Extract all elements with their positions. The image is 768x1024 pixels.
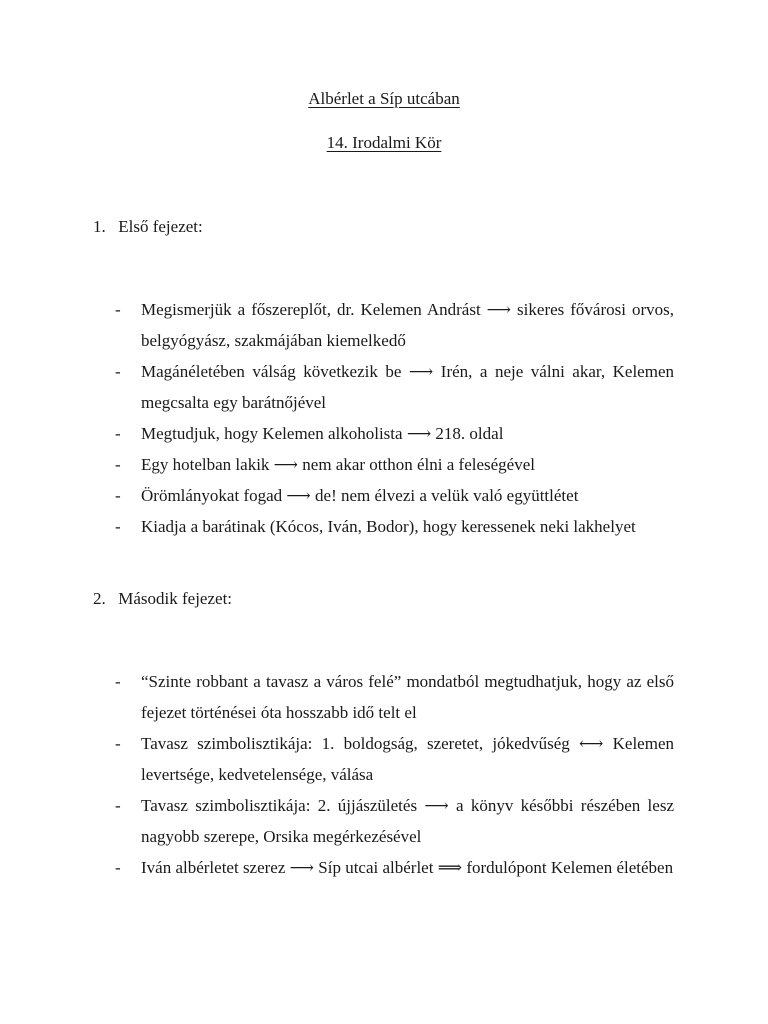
list-item: [0, 666, 768, 728]
list-item: [0, 418, 768, 449]
list-item-text: Magánéletében válság következik be ⟶ Irén, a neje válni akar, Kelemen megcsalta egy barátnőjével: [141, 362, 674, 412]
bullet-dash: -: [115, 424, 121, 443]
list-item-text: Kiadja a barátinak (Kócos, Iván, Bodor), hogy keressenek neki lakhelyet: [141, 517, 636, 536]
chapter-1-bullet-list: [0, 294, 768, 542]
chapter-heading-2: [93, 589, 232, 609]
chapter-number: 2.: [93, 589, 106, 608]
list-item-text: “Szinte robbant a tavasz a város felé” mondatból megtudhatjuk, hogy az első fejezet történései óta hosszabb idő telt el: [141, 672, 674, 722]
chapter-number: 1.: [93, 217, 106, 236]
list-item: [0, 790, 768, 852]
bullet-dash: -: [115, 734, 121, 753]
document-title: Albérlet a Síp utcában: [308, 89, 460, 108]
list-item: [0, 480, 768, 511]
chapter-title: Második fejezet:: [118, 589, 233, 608]
bullet-dash: -: [115, 672, 121, 691]
bullet-dash: -: [115, 300, 121, 319]
bullet-dash: -: [115, 517, 121, 536]
list-item: [0, 356, 768, 418]
chapter-title: Első fejezet:: [118, 217, 203, 236]
list-item-text: Tavasz szimbolisztikája: 1. boldogság, szeretet, jókedvűség ⟷ Kelemen levertsége, kedvetelensége, válása: [141, 734, 674, 784]
chapter-2-bullet-list: [0, 666, 768, 883]
bullet-dash: -: [115, 455, 121, 474]
list-item: [0, 728, 768, 790]
bullet-dash: -: [115, 796, 121, 815]
bullet-dash: -: [115, 362, 121, 381]
list-item: [0, 511, 768, 542]
bullet-dash: -: [115, 858, 121, 877]
list-item: [0, 294, 768, 356]
document-subtitle: 14. Irodalmi Kör: [326, 133, 442, 152]
list-item-text: Örömlányokat fogad ⟶ de! nem élvezi a velük való együttlétet: [141, 486, 579, 505]
list-item-text: Egy hotelban lakik ⟶ nem akar otthon élni a feleségével: [141, 455, 535, 474]
list-item-text: Megismerjük a főszereplőt, dr. Kelemen Andrást ⟶ sikeres fővárosi orvos, belgyógyász, szakmájában kiemelkedő: [141, 300, 674, 350]
list-item-text: Iván albérletet szerez ⟶ Síp utcai albérlet ⟹ fordulópont Kelemen életében: [141, 858, 674, 877]
list-item: [0, 852, 768, 883]
list-item-text: Megtudjuk, hogy Kelemen alkoholista ⟶ 218. oldal: [141, 424, 504, 443]
list-item-text: Tavasz szimbolisztikája: 2. újjászületés ⟶ a könyv későbbi részében lesz nagyobb szerepe, Orsika megérkezésével: [141, 796, 674, 846]
list-item: [0, 449, 768, 480]
bullet-dash: -: [115, 486, 121, 505]
chapter-heading-1: [93, 217, 203, 237]
